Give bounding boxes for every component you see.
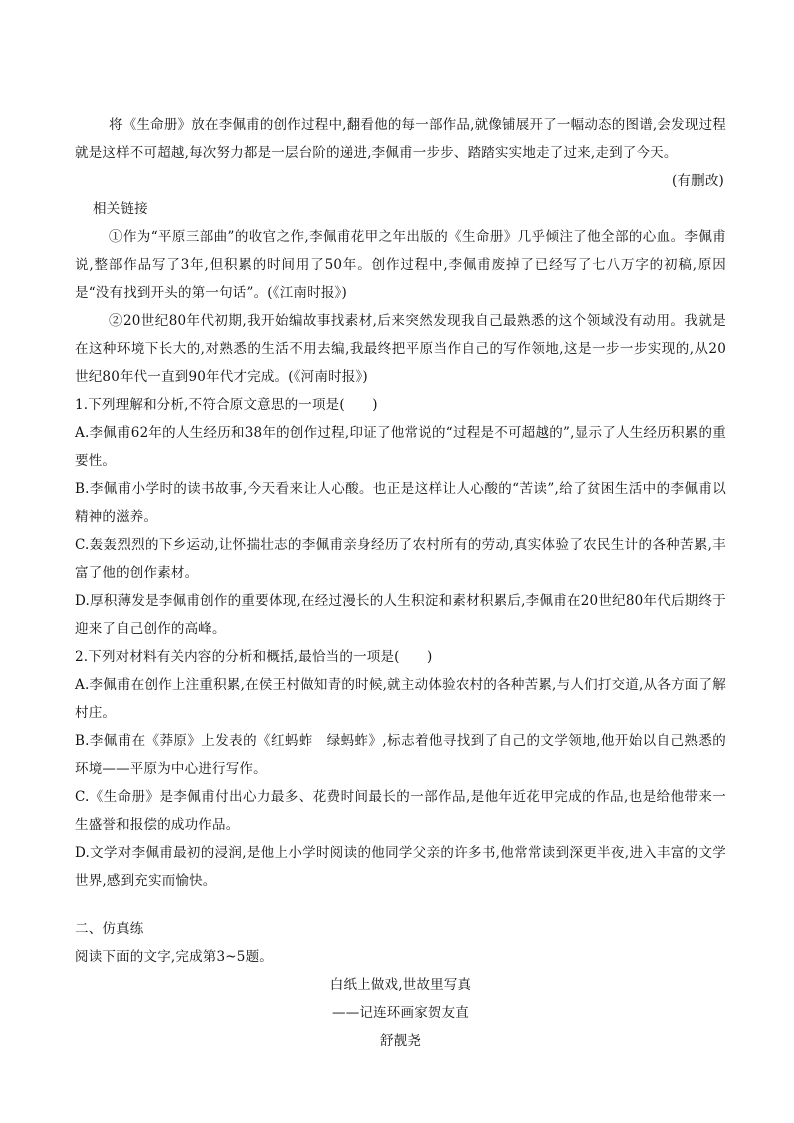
question-2-option-a[interactable]: A.李佩甫在创作上注重积累,在侯王村做知青的时候,就主动体验农村的各种苦累,与人们打交道,从各方面了解村庄。 — [75, 677, 726, 721]
question-2-option-d[interactable]: D.文学对李佩甫最初的浸润,是他上小学时阅读的他同学父亲的许多书,他常常读到深更半夜,进入丰富的文学世界,感到充实而愉快。 — [75, 845, 726, 889]
question-1-option-c[interactable]: C.轰轰烈烈的下乡运动,让怀揣壮志的李佩甫亲身经历了农村所有的劳动,真实体验了农民生计的各种苦累,丰富了他的创作素材。 — [75, 537, 726, 581]
source-note: (有删改) — [671, 173, 724, 189]
section-gap — [75, 895, 726, 915]
article-title: 白纸上做戏,世故里写真 — [329, 977, 472, 993]
question-1-option-b[interactable]: B.李佩甫小学时的读书故事,今天看来让人心酸。也正是这样让人心酸的“苦读”,给了贫困生活中的李佩甫以精神的滋养。 — [75, 481, 726, 525]
page-content — [75, 111, 726, 1055]
section-2-heading: 二、仿真练 — [75, 921, 144, 937]
question-1-option-a[interactable]: A.李佩甫62年的人生经历和38年的创作过程,印证了他常说的“过程是不可超越的”,显示了人生经历积累的重要性。 — [75, 425, 726, 469]
question-2-option-b[interactable]: B.李佩甫在《莽原》上发表的《红蚂蚱 绿蚂蚱》,标志着他寻找到了自己的文学领地,他开始以自己熟悉的环境——平原为中心进行写作。 — [75, 733, 726, 777]
question-1-stem: 1.下列理解和分析,不符合原文意思的一项是( ) — [75, 397, 378, 413]
related-link-1: ①作为“平原三部曲”的收官之作,李佩甫花甲之年出版的《生命册》几乎倾注了他全部的心血。李佩甫说,整部作品写了3年,但积累的时间用了50年。创作过程中,李佩甫废掉了已经写了七八万字的初稿,原因是“没有找到开头的第一句话”。(《江南时报》) — [75, 229, 726, 301]
article-subtitle: ——记连环画家贺友直 — [332, 1005, 469, 1021]
question-2-option-c[interactable]: C.《生命册》是李佩甫付出心力最多、花费时间最长的一部作品,是他年近花甲完成的作品,也是给他带来一生盛誉和报偿的成功作品。 — [75, 789, 726, 833]
article-author: 舒靓尧 — [379, 1033, 422, 1049]
section-2-instruction: 阅读下面的文字,完成第3~5题。 — [75, 949, 273, 965]
question-1-option-d[interactable]: D.厚积薄发是李佩甫创作的重要体现,在经过漫长的人生积淀和素材积累后,李佩甫在20世纪80年代后期终于迎来了自己创作的高峰。 — [75, 593, 726, 637]
closing-paragraph: 将《生命册》放在李佩甫的创作过程中,翻看他的每一部作品,就像铺展开了一幅动态的图谱,会发现过程就是这样不可超越,每次努力都是一层台阶的递进,李佩甫一步步、踏踏实实地走了过来,走到了今天。 — [75, 117, 726, 161]
related-link-2: ②20世纪80年代初期,我开始编故事找素材,后来突然发现我自己最熟悉的这个领域没有动用。我就是在这种环境下长大的,对熟悉的生活不用去编,我最终把平原当作自己的写作领地,这是一步一步实现的,从20世纪80年代一直到90年代才完成。(《河南时报》) — [75, 313, 726, 385]
related-links-heading: 相关链接 — [93, 201, 148, 217]
question-2-stem: 2.下列对材料有关内容的分析和概括,最恰当的一项是( ) — [75, 649, 433, 665]
